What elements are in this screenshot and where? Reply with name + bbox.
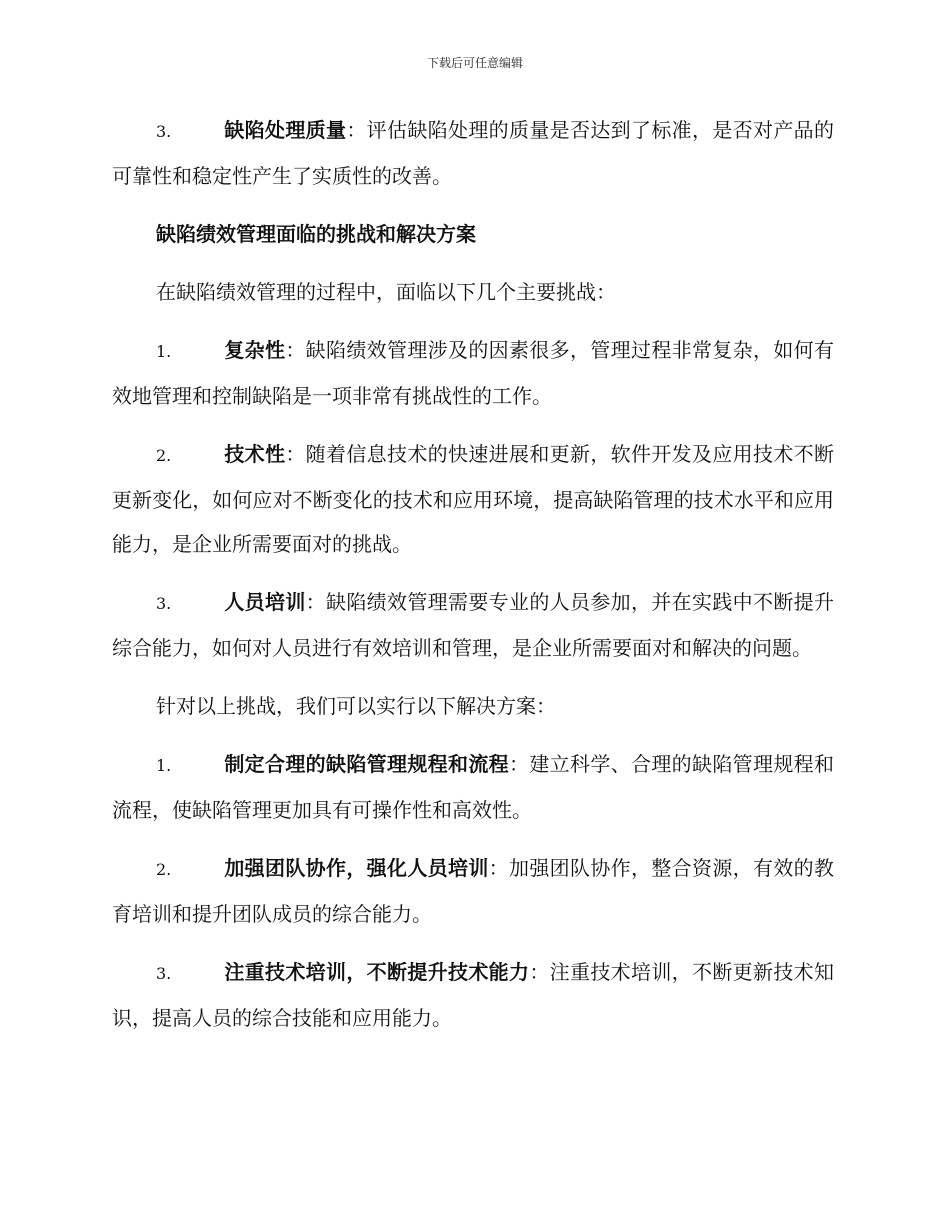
item-number: 3.: [156, 594, 172, 613]
list-item: [112, 328, 834, 418]
item-text: ：缺陷绩效管理涉及的因素很多，管理过程非常复杂，如何有效地管理和控制缺陷是一项非常有挑战性的工作。: [112, 338, 835, 408]
paragraph: 在缺陷绩效管理的过程中，面临以下几个主要挑战：: [156, 280, 616, 304]
document-body: [112, 108, 834, 1054]
section-heading: 缺陷绩效管理面临的挑战和解决方案: [156, 222, 476, 246]
page-header: 下载后可任意编辑: [426, 56, 523, 70]
item-term: 复杂性: [224, 338, 286, 362]
item-number: 2.: [156, 446, 172, 465]
item-term: 加强团队协作，强化人员培训: [224, 856, 489, 880]
item-term: 人员培训: [224, 590, 306, 614]
item-term: 技术性: [224, 442, 286, 466]
item-number: 1.: [156, 342, 172, 361]
paragraph: 针对以上挑战，我们可以实行以下解决方案：: [156, 694, 556, 718]
item-text: ：注重技术培训，不断更新技术知识，提高人员的综合技能和应用能力。: [112, 960, 835, 1030]
item-number: 1.: [156, 756, 172, 775]
item-number: 3.: [156, 122, 172, 141]
item-text: ：随着信息技术的快速进展和更新，软件开发及应用技术不断更新变化，如何应对不断变化的技术和应用环境，提高缺陷管理的技术水平和应用能力，是企业所需要面对的挑战。: [112, 442, 835, 556]
list-item: [112, 580, 834, 670]
item-text: ：缺陷绩效管理需要专业的人员参加，并在实践中不断提升综合能力，如何对人员进行有效培训和管理，是企业所需要面对和解决的问题。: [112, 590, 835, 660]
item-text: ：建立科学、合理的缺陷管理规程和流程，使缺陷管理更加具有可操作性和高效性。: [112, 752, 834, 822]
item-term: 注重技术培训，不断提升技术能力: [224, 960, 530, 984]
item-term: 制定合理的缺陷管理规程和流程: [224, 752, 509, 776]
item-term: 缺陷处理质量: [224, 118, 347, 142]
item-text: ：评估缺陷处理的质量是否达到了标准，是否对产品的可靠性和稳定性产生了实质性的改善。: [112, 118, 835, 188]
list-item: [112, 950, 834, 1040]
item-number: 2.: [156, 860, 172, 879]
list-item: [112, 742, 834, 832]
item-text: ：加强团队协作，整合资源，有效的教育培训和提升团队成员的综合能力。: [112, 856, 835, 926]
list-item: [112, 432, 834, 566]
item-number: 3.: [156, 964, 172, 983]
list-item: [112, 108, 834, 198]
list-item: [112, 846, 834, 936]
